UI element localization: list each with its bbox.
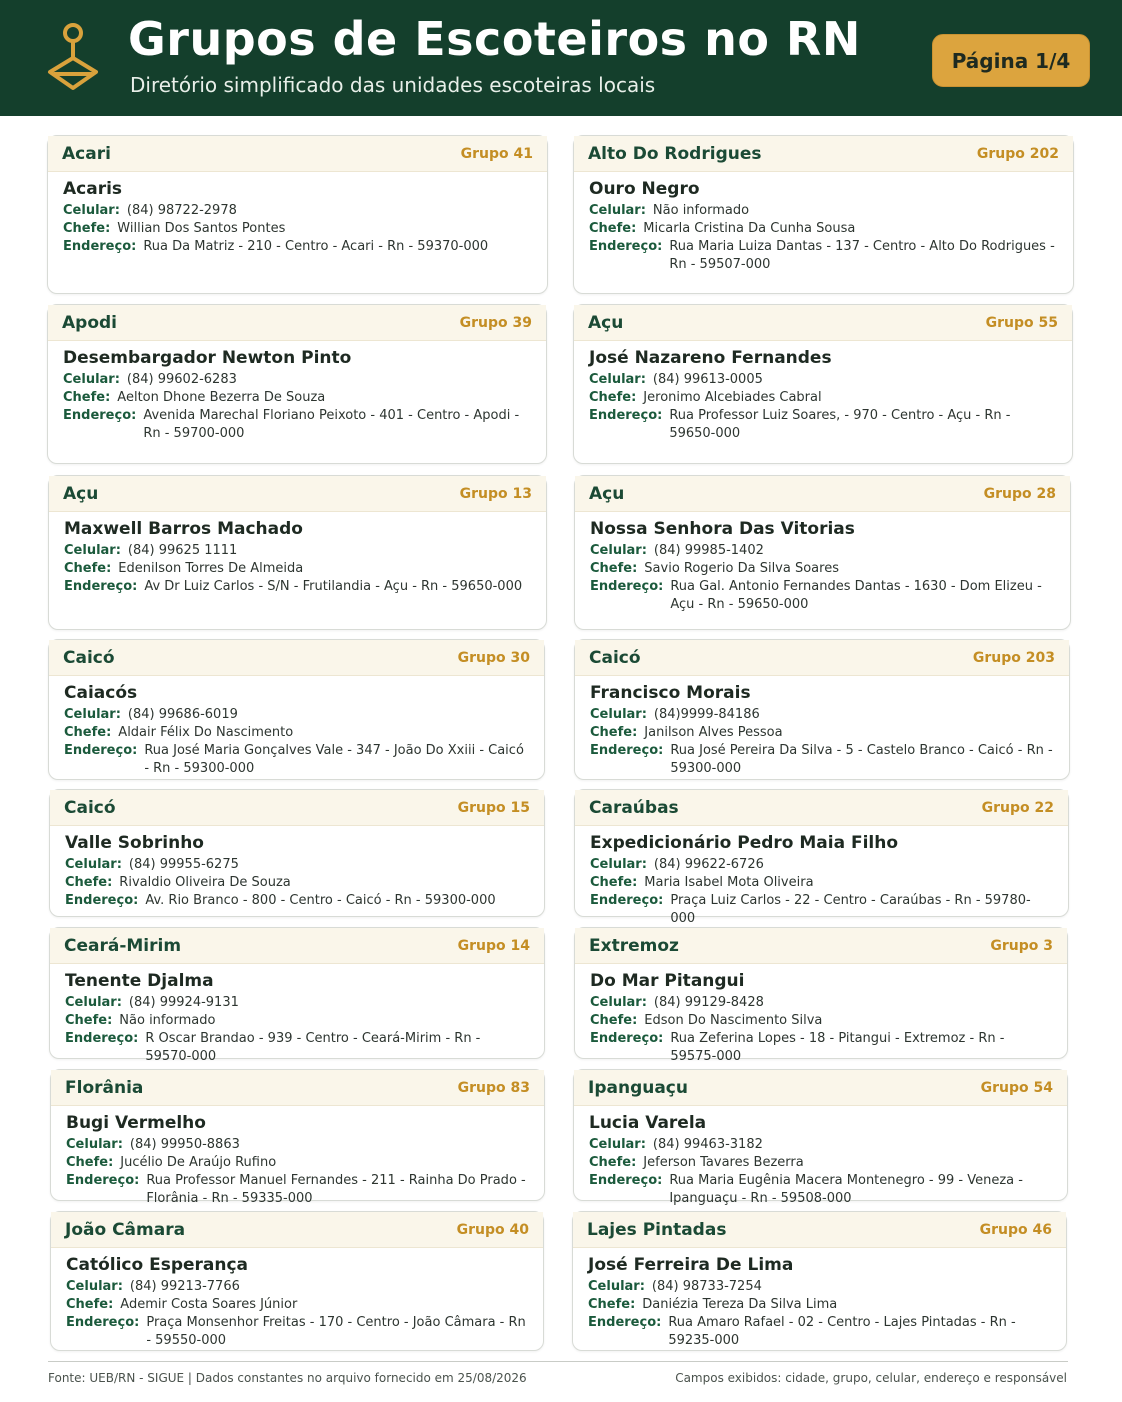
card-group-number: Grupo 22 bbox=[981, 799, 1054, 816]
celular-label: Celular: bbox=[66, 1137, 123, 1152]
card-group-name: Francisco Morais bbox=[590, 683, 751, 703]
chefe-value: Maria Isabel Mota Oliveira bbox=[644, 875, 814, 890]
group-card bbox=[48, 475, 547, 630]
card-group-name: José Ferreira De Lima bbox=[588, 1255, 794, 1275]
endereco-label: Endereço: bbox=[63, 239, 137, 254]
chefe-label: Chefe: bbox=[63, 221, 111, 236]
chefe-label: Chefe: bbox=[64, 561, 112, 576]
celular-label: Celular: bbox=[66, 1279, 123, 1294]
endereco-label: Endereço: bbox=[65, 893, 139, 908]
card-group-name: Bugi Vermelho bbox=[66, 1113, 206, 1133]
chefe-value: Jucélio De Araújo Rufino bbox=[120, 1155, 277, 1170]
footer-divider bbox=[48, 1361, 1068, 1362]
endereco-value: Rua Da Matriz - 210 - Centro - Acari - Rn - 59370-000 bbox=[143, 239, 489, 254]
endereco-value: Rua Amaro Rafael - 02 - Centro - Lajes Pintadas - Rn - 59235-000 bbox=[668, 1315, 1016, 1348]
card-group-number: Grupo 203 bbox=[972, 649, 1055, 666]
card-group-name: Tenente Djalma bbox=[65, 971, 214, 991]
card-city: Caicó bbox=[64, 797, 116, 818]
endereco-value: Praça Monsenhor Freitas - 170 - Centro - João Câmara - Rn - 59550-000 bbox=[146, 1315, 526, 1348]
chefe-value: Ademir Costa Soares Júnior bbox=[120, 1297, 298, 1312]
group-card bbox=[574, 639, 1070, 780]
endereco-label: Endereço: bbox=[589, 1173, 663, 1188]
celular-label: Celular: bbox=[588, 1279, 645, 1294]
group-card bbox=[49, 927, 545, 1064]
card-group-number: Grupo 28 bbox=[983, 485, 1056, 502]
endereco-value: Rua José Maria Gonçalves Vale - 347 - João Do Xxiii - Caicó - Rn - 59300-000 bbox=[144, 743, 524, 776]
scout-fleur-de-lis-icon bbox=[44, 22, 102, 94]
chefe-label: Chefe: bbox=[63, 390, 111, 405]
chefe-value: Daniézia Tereza Da Silva Lima bbox=[642, 1297, 838, 1312]
endereco-value: Rua Professor Manuel Fernandes - 211 - Rainha Do Prado - Florânia - Rn - 59335-000 bbox=[146, 1173, 526, 1206]
endereco-label: Endereço: bbox=[66, 1315, 140, 1330]
endereco-value: Rua Zeferina Lopes - 18 - Pitangui - Extremoz - Rn - 59575-000 bbox=[670, 1031, 1005, 1064]
group-card bbox=[50, 1069, 545, 1206]
group-card bbox=[47, 135, 548, 294]
endereco-value: R Oscar Brandao - 939 - Centro - Ceará-Mirim - Rn - 59570-000 bbox=[145, 1031, 481, 1064]
card-group-name: Caiacós bbox=[64, 683, 138, 703]
celular-label: Celular: bbox=[65, 857, 122, 872]
endereco-value: Rua Maria Eugênia Macera Montenegro - 99 - Veneza - Ipanguaçu - Rn - 59508-000 bbox=[669, 1173, 1023, 1206]
group-card bbox=[574, 789, 1069, 926]
celular-value: (84) 99625 1111 bbox=[127, 543, 238, 558]
chefe-label: Chefe: bbox=[65, 875, 113, 890]
card-city: Caicó bbox=[589, 647, 641, 668]
card-group-number: Grupo 30 bbox=[457, 649, 530, 666]
chefe-label: Chefe: bbox=[589, 221, 637, 236]
page-title: Grupos de Escoteiros no RN bbox=[128, 12, 861, 66]
group-card bbox=[50, 1211, 544, 1351]
chefe-label: Chefe: bbox=[66, 1155, 114, 1170]
chefe-value: Edenilson Torres De Almeida bbox=[118, 561, 304, 576]
group-card bbox=[48, 639, 545, 780]
chefe-value: Jeronimo Alcebiades Cabral bbox=[643, 390, 822, 405]
endereco-value: Rua Professor Luiz Soares, - 970 - Centro - Açu - Rn - 59650-000 bbox=[669, 408, 1011, 441]
card-city: Caraúbas bbox=[589, 797, 679, 818]
card-city: Açu bbox=[63, 483, 99, 504]
page-header bbox=[0, 0, 1122, 116]
endereco-label: Endereço: bbox=[589, 408, 663, 423]
card-group-name: Nossa Senhora Das Vitorias bbox=[590, 519, 855, 539]
celular-label: Celular: bbox=[63, 203, 120, 218]
card-city: Extremoz bbox=[589, 935, 679, 956]
endereco-value: Av. Rio Branco - 800 - Centro - Caicó - Rn - 59300-000 bbox=[145, 893, 496, 908]
card-group-name: José Nazareno Fernandes bbox=[589, 348, 832, 368]
celular-label: Celular: bbox=[589, 372, 646, 387]
card-group-number: Grupo 40 bbox=[456, 1221, 529, 1238]
card-group-number: Grupo 83 bbox=[457, 1079, 530, 1096]
endereco-label: Endereço: bbox=[590, 579, 664, 594]
celular-value: Não informado bbox=[652, 203, 750, 218]
card-group-name: Valle Sobrinho bbox=[65, 833, 204, 853]
chefe-label: Chefe: bbox=[64, 725, 112, 740]
endereco-label: Endereço: bbox=[63, 408, 137, 423]
celular-value: (84) 98722-2978 bbox=[126, 203, 237, 218]
celular-value: (84) 99985-1402 bbox=[653, 543, 764, 558]
chefe-value: Micarla Cristina Da Cunha Sousa bbox=[643, 221, 856, 236]
card-group-number: Grupo 55 bbox=[985, 314, 1058, 331]
card-group-number: Grupo 15 bbox=[457, 799, 530, 816]
chefe-label: Chefe: bbox=[65, 1013, 113, 1028]
chefe-label: Chefe: bbox=[589, 390, 637, 405]
card-city: Ipanguaçu bbox=[588, 1077, 688, 1098]
card-group-name: Maxwell Barros Machado bbox=[64, 519, 303, 539]
endereco-value: Rua Gal. Antonio Fernandes Dantas - 1630 - Dom Elizeu - Açu - Rn - 59650-000 bbox=[670, 579, 1042, 612]
endereco-value: Praça Luiz Carlos - 22 - Centro - Caraúbas - Rn - 59780-000 bbox=[670, 893, 1031, 926]
celular-value: (84) 99463-3182 bbox=[652, 1137, 763, 1152]
card-group-name: Ouro Negro bbox=[589, 179, 700, 199]
celular-value: (84) 99129-8428 bbox=[653, 995, 764, 1010]
group-card bbox=[573, 304, 1073, 464]
endereco-label: Endereço: bbox=[589, 239, 663, 254]
group-card bbox=[573, 135, 1074, 294]
card-group-name: Do Mar Pitangui bbox=[590, 971, 745, 991]
group-card bbox=[572, 1211, 1067, 1351]
chefe-label: Chefe: bbox=[588, 1297, 636, 1312]
chefe-label: Chefe: bbox=[590, 875, 638, 890]
card-group-number: Grupo 41 bbox=[460, 145, 533, 162]
celular-label: Celular: bbox=[64, 543, 121, 558]
chefe-label: Chefe: bbox=[589, 1155, 637, 1170]
endereco-label: Endereço: bbox=[64, 743, 138, 758]
card-group-number: Grupo 13 bbox=[459, 485, 532, 502]
celular-label: Celular: bbox=[64, 707, 121, 722]
card-group-name: Católico Esperança bbox=[66, 1255, 249, 1275]
chefe-value: Jeferson Tavares Bezerra bbox=[643, 1155, 804, 1170]
group-card bbox=[574, 927, 1068, 1064]
footer-fields-note: Campos exibidos: cidade, grupo, celular, endereço e responsável bbox=[675, 1371, 1067, 1385]
celular-value: (84) 99924-9131 bbox=[128, 995, 239, 1010]
endereco-label: Endereço: bbox=[65, 1031, 139, 1046]
card-city: Açu bbox=[588, 312, 624, 333]
endereco-label: Endereço: bbox=[590, 743, 664, 758]
endereco-value: Avenida Marechal Floriano Peixoto - 401 - Centro - Apodi - Rn - 59700-000 bbox=[143, 408, 520, 441]
chefe-value: Não informado bbox=[119, 1013, 216, 1028]
chefe-value: Willian Dos Santos Pontes bbox=[117, 221, 286, 236]
card-city: Caicó bbox=[63, 647, 115, 668]
page-subtitle: Diretório simplificado das unidades escoteiras locais bbox=[130, 73, 656, 97]
card-city: Lajes Pintadas bbox=[587, 1219, 727, 1240]
card-city: Alto Do Rodrigues bbox=[588, 143, 762, 164]
celular-label: Celular: bbox=[590, 707, 647, 722]
endereco-label: Endereço: bbox=[590, 893, 664, 908]
chefe-value: Aldair Félix Do Nascimento bbox=[118, 725, 294, 740]
card-group-name: Acaris bbox=[63, 179, 123, 199]
celular-label: Celular: bbox=[590, 995, 647, 1010]
card-group-number: Grupo 39 bbox=[459, 314, 532, 331]
celular-value: (84) 99602-6283 bbox=[126, 372, 237, 387]
card-city: João Câmara bbox=[65, 1219, 186, 1240]
endereco-label: Endereço: bbox=[590, 1031, 664, 1046]
card-group-number: Grupo 54 bbox=[980, 1079, 1053, 1096]
chefe-label: Chefe: bbox=[66, 1297, 114, 1312]
group-card bbox=[574, 475, 1071, 630]
chefe-label: Chefe: bbox=[590, 1013, 638, 1028]
group-card bbox=[47, 304, 547, 464]
chefe-label: Chefe: bbox=[590, 561, 638, 576]
celular-label: Celular: bbox=[589, 203, 646, 218]
endereco-value: Rua José Pereira Da Silva - 5 - Castelo Branco - Caicó - Rn - 59300-000 bbox=[670, 743, 1053, 776]
group-card bbox=[49, 789, 545, 917]
card-group-name: Desembargador Newton Pinto bbox=[63, 348, 352, 368]
celular-label: Celular: bbox=[63, 372, 120, 387]
footer-source: Fonte: UEB/RN - SIGUE | Dados constantes no arquivo fornecido em 25/08/2026 bbox=[48, 1371, 527, 1385]
chefe-value: Edson Do Nascimento Silva bbox=[644, 1013, 823, 1028]
card-city: Apodi bbox=[62, 312, 118, 333]
card-city: Florânia bbox=[65, 1077, 144, 1098]
celular-value: (84) 99955-6275 bbox=[128, 857, 239, 872]
celular-label: Celular: bbox=[590, 543, 647, 558]
celular-label: Celular: bbox=[65, 995, 122, 1010]
endereco-value: Av Dr Luiz Carlos - S/N - Frutilandia - Açu - Rn - 59650-000 bbox=[144, 579, 523, 594]
celular-value: (84) 99950-8863 bbox=[129, 1137, 240, 1152]
endereco-label: Endereço: bbox=[588, 1315, 662, 1330]
celular-value: (84) 98733-7254 bbox=[651, 1279, 762, 1294]
endereco-label: Endereço: bbox=[64, 579, 138, 594]
chefe-value: Janilson Alves Pessoa bbox=[644, 725, 783, 740]
celular-label: Celular: bbox=[589, 1137, 646, 1152]
celular-value: (84) 99622-6726 bbox=[653, 857, 764, 872]
card-group-name: Expedicionário Pedro Maia Filho bbox=[590, 833, 899, 853]
chefe-value: Rivaldio Oliveira De Souza bbox=[119, 875, 291, 890]
celular-label: Celular: bbox=[590, 857, 647, 872]
card-city: Açu bbox=[589, 483, 625, 504]
celular-value: (84)9999-84186 bbox=[653, 707, 760, 722]
card-city: Ceará-Mirim bbox=[64, 935, 182, 956]
card-group-number: Grupo 14 bbox=[457, 937, 530, 954]
group-card bbox=[573, 1069, 1068, 1206]
card-group-name: Lucia Varela bbox=[589, 1113, 707, 1133]
chefe-value: Savio Rogerio Da Silva Soares bbox=[644, 561, 839, 576]
endereco-label: Endereço: bbox=[66, 1173, 140, 1188]
card-city: Acari bbox=[62, 143, 111, 164]
chefe-label: Chefe: bbox=[590, 725, 638, 740]
endereco-value: Rua Maria Luiza Dantas - 137 - Centro - Alto Do Rodrigues - Rn - 59507-000 bbox=[669, 239, 1055, 272]
card-group-number: Grupo 202 bbox=[976, 145, 1059, 162]
celular-value: (84) 99686-6019 bbox=[127, 707, 238, 722]
page-indicator-badge: Página 1/4 bbox=[932, 34, 1090, 87]
card-group-number: Grupo 46 bbox=[979, 1221, 1052, 1238]
card-group-number: Grupo 3 bbox=[990, 937, 1053, 954]
celular-value: (84) 99213-7766 bbox=[129, 1279, 240, 1294]
chefe-value: Aelton Dhone Bezerra De Souza bbox=[117, 390, 326, 405]
celular-value: (84) 99613-0005 bbox=[652, 372, 763, 387]
